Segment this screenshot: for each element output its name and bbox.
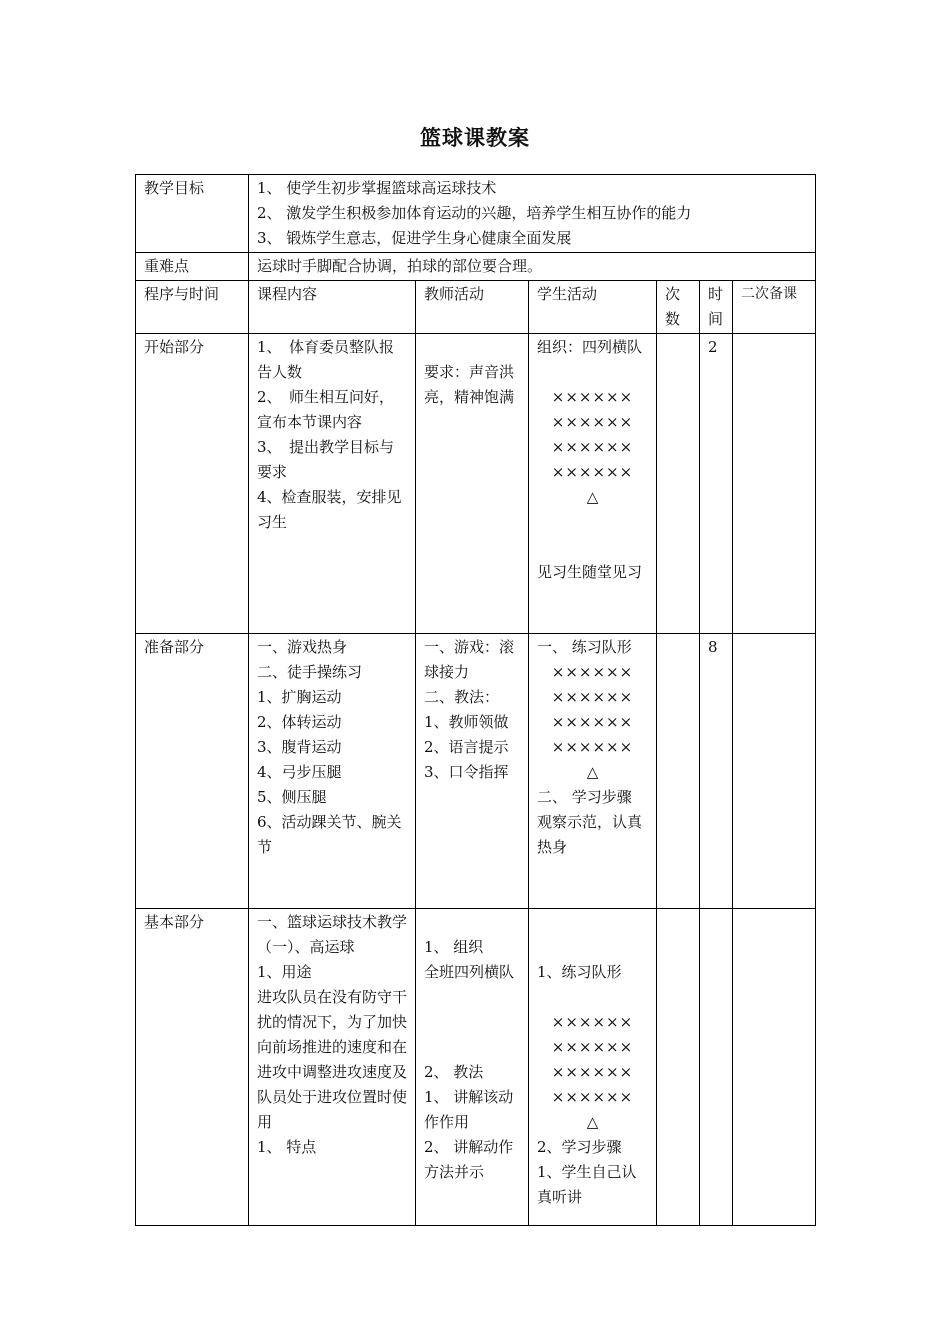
- teacher-triangle: △: [586, 763, 599, 781]
- content-item: 1、扩胸运动: [257, 688, 342, 706]
- content-item: 2、 师生相互问好，宣布本节课内容: [257, 388, 395, 431]
- teacher-item: 1、教师领做: [424, 713, 509, 731]
- page-title: 篮球课教案: [420, 126, 530, 150]
- student-item: 2、学习步骤: [537, 1138, 622, 1156]
- basic-time: [700, 909, 733, 1226]
- header-row: [136, 281, 816, 334]
- teacher-triangle: △: [586, 1113, 599, 1131]
- start-row: [136, 334, 816, 634]
- content-item: 1、用途: [257, 963, 312, 981]
- header-second: 二次备课: [733, 281, 816, 334]
- teacher-item: 2、语言提示: [424, 738, 509, 756]
- prep-content: [249, 634, 416, 909]
- key-label: 重难点: [136, 253, 249, 281]
- goal-item: 1、 使学生初步掌握篮球高运球技术: [257, 179, 497, 197]
- teacher-item: 2、 讲解动作方法并示: [424, 1138, 514, 1181]
- content-item: 1、 体育委员整队报告人数: [257, 338, 395, 381]
- prep-student: [529, 634, 657, 909]
- teacher-item: 3、口令指挥: [424, 763, 509, 781]
- header-teacher: 教师活动: [416, 281, 529, 334]
- content-item: 1、 特点: [257, 1138, 317, 1156]
- prep-times: [657, 634, 700, 909]
- content-item: 6、活动踝关节、腕关节: [257, 813, 402, 856]
- prep-time: 8: [700, 634, 733, 909]
- formation-row: ××××××: [551, 1038, 634, 1056]
- start-time: 2: [700, 334, 733, 634]
- header-content: 课程内容: [249, 281, 416, 334]
- teacher-triangle: △: [586, 488, 599, 506]
- goals-label: 教学目标: [136, 175, 249, 253]
- start-second: [733, 334, 816, 634]
- content-item: 一、游戏热身: [257, 638, 348, 656]
- teacher-item: 二、教法：: [424, 688, 500, 706]
- header-times: 次数: [657, 281, 700, 334]
- basic-label: 基本部分: [136, 909, 249, 1226]
- content-item: 一、篮球运球技术教学: [257, 913, 408, 931]
- content-item: 4、检查服装，安排见习生: [257, 488, 402, 531]
- formation-row: ××××××: [551, 1063, 634, 1081]
- start-student: [529, 334, 657, 634]
- goals-cell: [249, 175, 816, 253]
- content-item: 进攻队员在没有防守干扰的情况下，为了加快向前场推进的速度和在进攻中调整进攻速度及队员处于进攻位置时使用: [257, 988, 408, 1131]
- basic-times: [657, 909, 700, 1226]
- student-item: 见习生随堂见习: [537, 563, 643, 581]
- teacher-item: 1、 讲解该动作作用: [424, 1088, 514, 1131]
- content-item: 二、徒手操练习: [257, 663, 363, 681]
- start-label: 开始部分: [136, 334, 249, 634]
- teacher-item: 一、游戏：滚球接力: [424, 638, 515, 681]
- teacher-item: 要求：声音洪亮，精神饱满: [424, 363, 515, 406]
- content-item: 4、弓步压腿: [257, 763, 342, 781]
- header-procedure: 程序与时间: [136, 281, 249, 334]
- prep-teacher: [416, 634, 529, 909]
- goals-row: [136, 175, 816, 253]
- student-item: 1、练习队形: [537, 963, 622, 981]
- formation-row: ××××××: [551, 413, 634, 431]
- prep-label: 准备部分: [136, 634, 249, 909]
- goal-item: 2、 激发学生积极参加体育运动的兴趣，培养学生相互协作的能力: [257, 204, 692, 222]
- content-item: 3、 提出教学目标与要求: [257, 438, 395, 481]
- content-item: 3、腹背运动: [257, 738, 342, 756]
- key-text: 运球时手脚配合协调，拍球的部位要合理。: [249, 253, 816, 281]
- basic-second: [733, 909, 816, 1226]
- content-item: 5、侧压腿: [257, 788, 327, 806]
- prep-second: [733, 634, 816, 909]
- formation-row: ××××××: [551, 463, 634, 481]
- student-item: 二、 学习步骤: [537, 788, 632, 806]
- teacher-item: 全班四列横队: [424, 963, 515, 981]
- teacher-item: 1、 组织: [424, 938, 484, 956]
- basic-teacher: [416, 909, 529, 1226]
- key-row: [136, 253, 816, 281]
- student-item: 一、 练习队形: [537, 638, 632, 656]
- content-item: 2、体转运动: [257, 713, 342, 731]
- formation-row: ××××××: [551, 1013, 634, 1031]
- formation-row: ××××××: [551, 1088, 634, 1106]
- prep-row: [136, 634, 816, 909]
- formation-row: ××××××: [551, 663, 634, 681]
- teacher-item: 2、 教法: [424, 1063, 484, 1081]
- formation-row: ××××××: [551, 438, 634, 456]
- student-item: 观察示范，认真热身: [537, 813, 643, 856]
- start-times: [657, 334, 700, 634]
- formation-row: ××××××: [551, 388, 634, 406]
- start-content: [249, 334, 416, 634]
- student-item: 1、学生自己认真听讲: [537, 1163, 637, 1206]
- basic-content: [249, 909, 416, 1226]
- formation-row: ××××××: [551, 713, 634, 731]
- start-teacher: [416, 334, 529, 634]
- formation-row: ××××××: [551, 688, 634, 706]
- content-item: （一）、高运球: [257, 938, 355, 956]
- basic-student: [529, 909, 657, 1226]
- basic-row: [136, 909, 816, 1226]
- header-time: 时间: [700, 281, 733, 334]
- lesson-plan-table: [135, 174, 816, 1226]
- student-item: 组织：四列横队: [537, 338, 643, 356]
- goal-item: 3、 锻炼学生意志，促进学生身心健康全面发展: [257, 229, 572, 247]
- header-student: 学生活动: [529, 281, 657, 334]
- formation-row: ××××××: [551, 738, 634, 756]
